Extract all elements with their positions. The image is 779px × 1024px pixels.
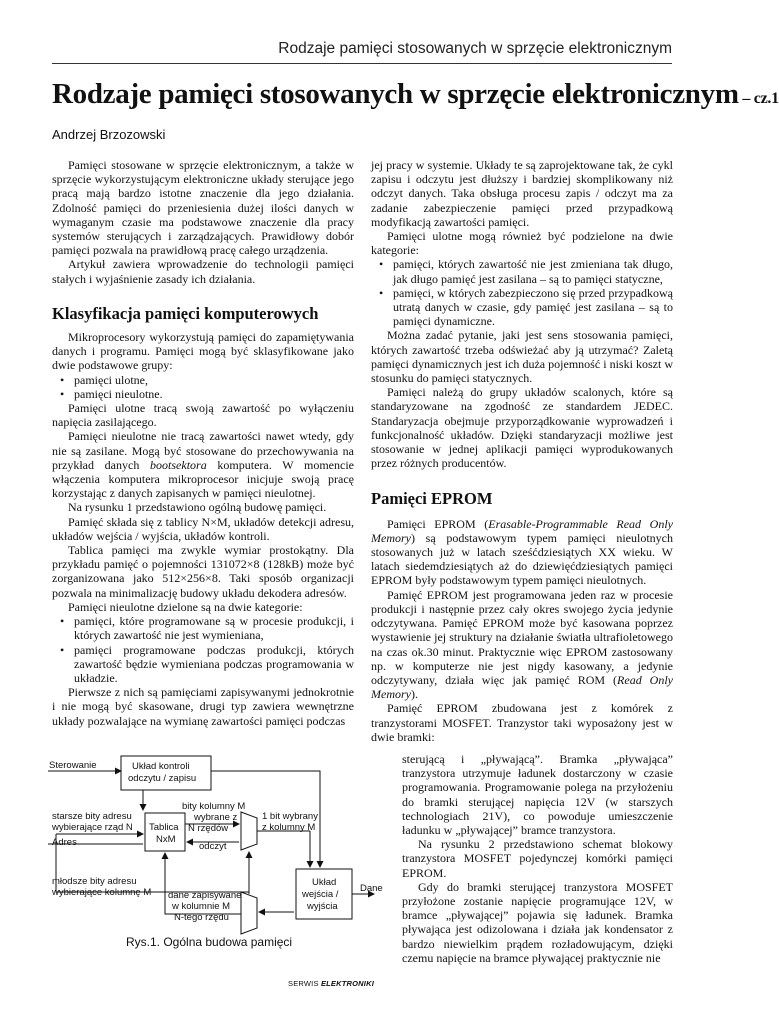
label-adres: Adres [52, 837, 77, 848]
emphasis: bootsektora [150, 457, 207, 472]
paragraph [52, 429, 354, 500]
paragraph: Pamięci stosowane w sprzęcie elektronicznym, a także w sprzęcie wykorzystującym elektroniczne układy sterujące jego pracą mają bardzo istotne znaczenie dla jego działania. Zdolność pamięci do przeniesienia dużej ilości danych w wymaganym czasie ma podstawowe znaczenie dla pracy systemów sterujących i zarządzających. Prawidłowy dobór pamięci pozwala na prawidłową pracę całego urządzenia. [52, 158, 354, 258]
paragraph: Pamięci nieulotne dzielone są na dwie kategorie: [68, 599, 303, 614]
label-sterowanie: Sterowanie [49, 760, 97, 771]
list-item: • pamięci nieulotne. [70, 387, 354, 401]
label-bits-2: wybrane z [194, 812, 238, 823]
paragraph: Na rysunku 1 przedstawiono ogólną budowę pamięci. [68, 500, 327, 515]
list-item: • pamięci ulotne, [70, 373, 354, 387]
label-io-1: Układ [312, 877, 337, 888]
list-item: • pamięci programowane podczas produkcji, których zawartość będzie wymieniana podczas programowania w układzie. [70, 643, 354, 686]
emphasis: Erasable-Programmable Read Only Memory [371, 516, 673, 545]
right-column-narrow [402, 752, 673, 965]
bullet-list [52, 614, 354, 685]
paragraph: Mikroprocesory wykorzystują pamięci do zapamiętywania danych i programu. Pamięci mogą być sklasyfikowane jako dwie podstawowe grupy: [52, 330, 354, 373]
label-onebit-2: z kolumny M [262, 822, 316, 833]
title-text: Rodzaje pamięci stosowanych w sprzęcie elektronicznym [52, 78, 739, 110]
paragraph: Pamięci ulotne tracą swoją zawartość po wyłączeniu napięcia zasilającego. [52, 401, 354, 430]
label-table-1: Tablica [149, 822, 179, 833]
text-run: Pamięci nieulotne nie tracą zawartości nawet wtedy, gdy nie są zasilane. Mogą być stosowane do przechowywania na przykład danych [52, 429, 354, 472]
title-part: – cz.1 [738, 90, 779, 107]
paragraph: Pamięć składa się z tablicy N×M, układów detekcji adresu, układów wejścia / wyjścia, układów kontroli. [52, 514, 354, 543]
label-write-2: w kolumnie M [172, 901, 231, 912]
label-control-1: Układ kontroli [132, 761, 190, 772]
paragraph: sterującą i „pływającą”. Bramka „pływająca” tranzystora utrzymuje ładunek dostarczony w czasie programowania. Programowanie polega na przyłożeniu do bramki sterującej napięcia 12V (w starszych technologiach 21V), co powoduje umieszczenie ładunku w „pływającej” bramce tranzystora. [402, 752, 673, 838]
label-io-3: wyjścia [307, 901, 338, 912]
section-heading: Pamięci EPROM [371, 489, 493, 509]
bullet-list [371, 257, 673, 328]
emphasis: Read Only Memory [371, 672, 674, 702]
paragraph: Na rysunku 2 przedstawiono schemat blokowy tranzystora MOSFET pojedynczej komórki pamięci EPROM. [402, 837, 673, 880]
footer-elektroniki: ELEKTRONIKI [320, 979, 374, 988]
label-table-2: NxM [156, 834, 176, 845]
label-write-3: N-tego rzędu [174, 912, 229, 923]
section-heading: Klasyfikacja pamięci komputerowych [52, 303, 319, 323]
label-io-2: wejścia / [302, 889, 339, 900]
label-write-1: dane zapisywane [168, 890, 242, 901]
label-onebit-1: 1 bit wybrany [262, 811, 318, 822]
list-item: • pamięci, w których zabezpieczono się przed przypadkową utratą danych w czasie, gdy pamięć jest zasilana – są to pamięci dynamiczne. [389, 286, 673, 329]
paragraph: jej pracy w systemie. Układy te są zaprojektowane tak, że cykl zapisu i odczytu jest dłuższy i bardziej skomplikowany niż odczyt danych. Taka obsługa procesu zapis / odczyt ma za zadanie zabezpieczenie pamięci przed przypadkową modyfikacją zawartości pamięci. [371, 158, 673, 229]
paragraph: Pierwsze z nich są pamięciami zapisywanymi jednokrotnie i nie mogą być skasowane, drugi typ zawiera wewnętrzne układy pozwalające na wymianę zawartości pamięci podczas [52, 685, 354, 728]
label-bits-3: N rzędów [188, 823, 229, 834]
label-bits-1: bity kolumny M [182, 801, 246, 812]
list-item: • pamięci, których zawartość nie jest zmieniana tak długo, jak długo pamięć jest zasilana – są to pamięci statyczne, [389, 257, 673, 285]
footer-serwis: SERWIS [288, 979, 319, 988]
label-addr-high-2: wybierające rząd N [52, 822, 133, 833]
paragraph: Artykuł zawiera wprowadzenie do technologii pamięci stałych i wyjaśnienie zasady ich działania. [52, 257, 354, 286]
label-addr-low-1: młodsze bity adresu [52, 876, 137, 887]
running-header: Rodzaje pamięci stosowanych w sprzęcie elektronicznym [278, 40, 672, 57]
footer-logo [288, 979, 374, 988]
paragraph: Pamięci należą do grupy układów scalonych, które są standaryzowane na zgodność ze standardem JEDEC. Standaryzacja obejmuje przyporządkowanie wyprowadzeń i funkcjonalność układów. Dzięki standaryzacji możliwe jest stosowanie w jednej aplikacji pamięci wyprodukowanych przez różnych producentów. [371, 385, 673, 471]
text-run: komputera. W momencie włączenia komputera mikroprocesor inicjuje swoją pracę korzystając z danych zapisanych w pamięci nieulotnej. [52, 457, 354, 501]
label-odczyt: odczyt [199, 841, 227, 852]
column-mux [241, 812, 257, 850]
paragraph [371, 517, 673, 588]
bullet-list [52, 373, 354, 401]
paragraph: Pamięć EPROM zbudowana jest z komórek z tranzystorami MOSFET. Tranzystor taki wyposażony jest w dwie bramki: [371, 701, 673, 744]
text-run: ). [410, 687, 418, 702]
text-run: ) są podstawowym typem pamięci nieulotnych stosowanych już w latach sześćdziesiątych XX wieku. W latach siedemdziesiątych aż do dziewięćdziesiątych pamięci EPROM były podstawowym typem pamięci nieulotnych. [371, 530, 673, 588]
label-addr-low-2: wybierające kolumnę M [52, 887, 152, 898]
paragraph: Pamięci ulotne mogą również być podzielone na dwie kategorie: [371, 229, 673, 258]
right-column [371, 158, 673, 744]
label-addr-high-1: starsze bity adresu [52, 811, 132, 822]
label-dane: Dane [360, 883, 383, 894]
paragraph: Tablica pamięci ma zwykle wymiar prostokątny. Dla przykładu pamięć o pojemności 131072×8 (128kB) może być zorganizowana jako 512×256×8. Taki sposób organizacji pozwala na minimalizację budowy układu dekodera adresów. [52, 543, 354, 600]
figure-caption: Rys.1. Ogólna budowa pamięci [126, 935, 293, 949]
label-control-2: odczytu / zapisu [128, 773, 197, 784]
paragraph: Można zadać pytanie, jaki jest sens stosowania pamięci, których zawartość trzeba odświeżać aby ją utrzymać? Zaletą pamięci dynamicznych jest ich duża pojemność i niski koszt w stosunku do pamięci statycznych. [371, 328, 673, 386]
author: Andrzej Brzozowski [52, 127, 166, 142]
header-rule [52, 63, 672, 64]
article-title [52, 78, 779, 111]
left-column [52, 158, 354, 728]
memory-block-diagram [48, 752, 383, 962]
list-item: • pamięci, które programowane są w procesie produkcji, i których zawartość nie jest wymieniana, [70, 614, 354, 642]
text-run: Pamięci EPROM ( [387, 516, 489, 531]
paragraph [371, 588, 673, 702]
paragraph: Gdy do bramki sterującej tranzystora MOSFET przyłożone zostanie napięcie programujące 12V, w bramce „pływającej” pojawia się ładunek. Bramka pływająca jest odizolowana i działa jak kondensator z bardzo niewielkim prądem rozładowującym, dzięki czemu napięcie na bramce pływającej praktycznie nie [402, 879, 673, 965]
write-mux [241, 892, 257, 934]
text-run: Pamięć EPROM jest programowana jeden raz w procesie produkcji i następnie przez cały okres swojego życia jedynie odczytywana. Pamięć EPROM może być kasowana poprzez wystawienie jej struktury na działanie światła ultrafioletowego na czas ok.30 minut. Praktycznie więc EPROM zastosowany np. w komputerze nie jest nigdy kasowany, a jedynie odczytywany, działa więc jak pamięć ROM ( [371, 587, 673, 687]
